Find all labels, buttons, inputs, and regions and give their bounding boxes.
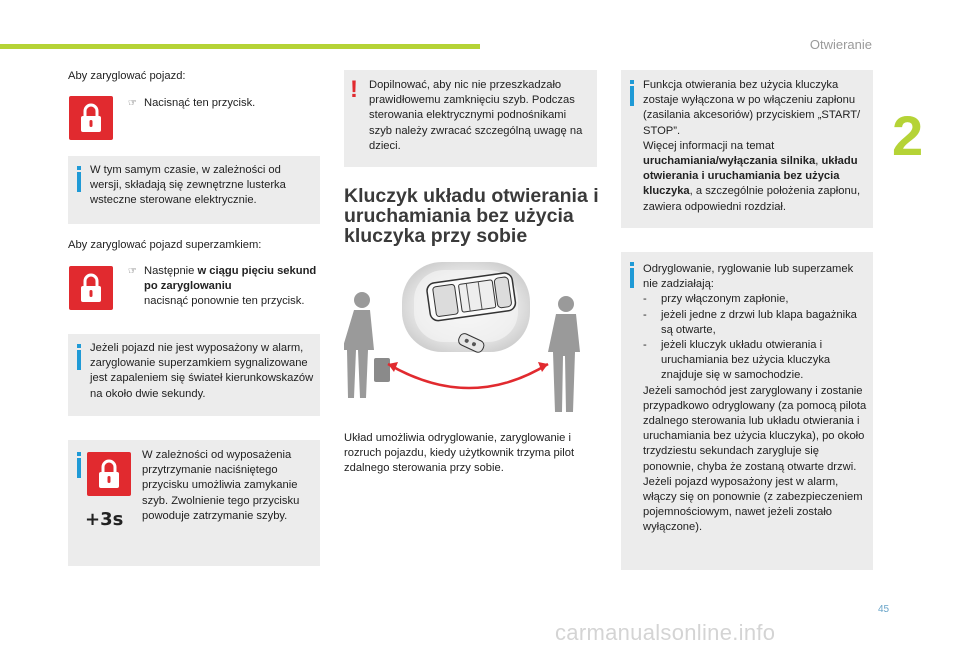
- info-box-mirrors: [68, 156, 320, 224]
- list-item: - jeżeli kluczyk układu otwierania i uruchamiania bez użycia kluczyka znajduje się w samochodzie.: [643, 339, 831, 382]
- lock-button-icon-3: [87, 452, 131, 496]
- warning-text: Dopilnować, aby nic nie przeszkadzało prawidłowemu zamknięciu szyb. Podczas sterowania elektrycznymi podnośnikami szyb należy zwracać szczególną uwagę na dzieci.: [369, 79, 583, 152]
- list-item: - przy włączonym zapłonie,: [643, 293, 789, 306]
- info-mirrors-text: W tym samym czasie, w zależności od wersji, składają się zewnętrzne lusterka wsteczne sterowane elektrycznie.: [90, 164, 286, 207]
- section-heading: Kluczyk układu otwierania i uruchamiania bez użycia kluczyka przy sobie: [344, 185, 599, 247]
- info-box-superlock: [68, 334, 320, 416]
- info-icon-4: [627, 80, 637, 106]
- info-windows-text: W zależności od wyposażenia przytrzymanie naciśniętego przycisku umożliwia zamykanie szyb. Zwolnienie tego przycisku powoduje zatrzymanie szyby.: [142, 449, 300, 522]
- info-box-keyless-disabled: [621, 70, 873, 228]
- section-title: Otwieranie: [809, 37, 872, 52]
- warning-box: [344, 70, 597, 167]
- info-icon: [74, 166, 84, 192]
- lock-button-icon-2: [69, 266, 113, 310]
- info-icon-2: [74, 344, 84, 370]
- keyless-illustration: [344, 262, 596, 420]
- lock-intro: Aby zaryglować pojazd:: [68, 70, 186, 82]
- info-box-lock-conditions: [621, 252, 873, 570]
- step-1: ☞ Nacisnąć ten przycisk.: [128, 96, 255, 111]
- lock-button-icon: [69, 96, 113, 140]
- info-icon-3: [74, 452, 84, 478]
- step-2: ☞ Następnie w ciągu pięciu sekund po zaryglowaniu nacisnąć ponownie ten przycisk.: [128, 264, 323, 310]
- info-box-windows: [68, 440, 320, 566]
- pointer-icon-2: ☞: [128, 266, 137, 277]
- info-conditions-text: Odryglowanie, ryglowanie lub superzamek nie zadziałają: - przy włączonym zapłonie, - jeżeli jedne z drzwi lub klapa bagażnika są otwarte, - jeżeli kluczyk układu otwierania i uruchamiania bez użycia kluczyka znajduje się w samochodzie. Jeżeli samochód jest zaryglowany i zostanie przypadkowo odryglowany (za pomocą pilota zdalnego sterowania lub układu otwierania i uruchamiania bez użycia kluczyka), po około trzydziestu sekundach zarygluje się ponownie, chyba że zostaną otwarte drzwi. Jeżeli pojazd wyposażony jest w alarm, włączy się on ponownie (z zabezpieczeniem pojemnościowym, nawet jeżeli zostało wyłączone).: [643, 262, 871, 536]
- watermark: carmanualsonline.info: [555, 620, 776, 645]
- info-icon-5: [627, 262, 637, 288]
- page-number: 45: [878, 604, 890, 615]
- list-item: - jeżeli jedne z drzwi lub klapa bagażnika są otwarte,: [643, 308, 857, 336]
- illustration-caption: Układ umożliwia odryglowanie, zaryglowanie i rozruch pojazdu, kiedy użytkownik trzyma pilot zdalnego sterowania przy sobie.: [344, 432, 575, 475]
- info-superlock-text: Jeżeli pojazd nie jest wyposażony w alarm, zaryglowanie superzamkiem sygnalizowane jest zapaleniem się świateł kierunkowskazów na około dwie sekundy.: [90, 342, 314, 400]
- warning-icon: !: [350, 76, 358, 103]
- pointer-icon: ☞: [128, 98, 137, 109]
- info-keyless-text: Funkcja otwierania bez użycia kluczyka zostaje wyłączona w po włączeniu zapłonu (zasilania akcesoriów) przyciskiem „START/ STOP”. Więcej informacji na temat uruchamiania/wyłączania silnika, układu otwierania i uruchamiania bez użycia kluczyka, a szczególnie położenia zapłonu, zawiera odpowiedni rozdział.: [643, 79, 861, 213]
- hold-3s-badge: +3s: [85, 508, 124, 530]
- superlock-intro: Aby zaryglować pojazd superzamkiem:: [68, 239, 262, 251]
- chapter-number: 2: [892, 104, 924, 167]
- header-accent-bar: [0, 44, 480, 49]
